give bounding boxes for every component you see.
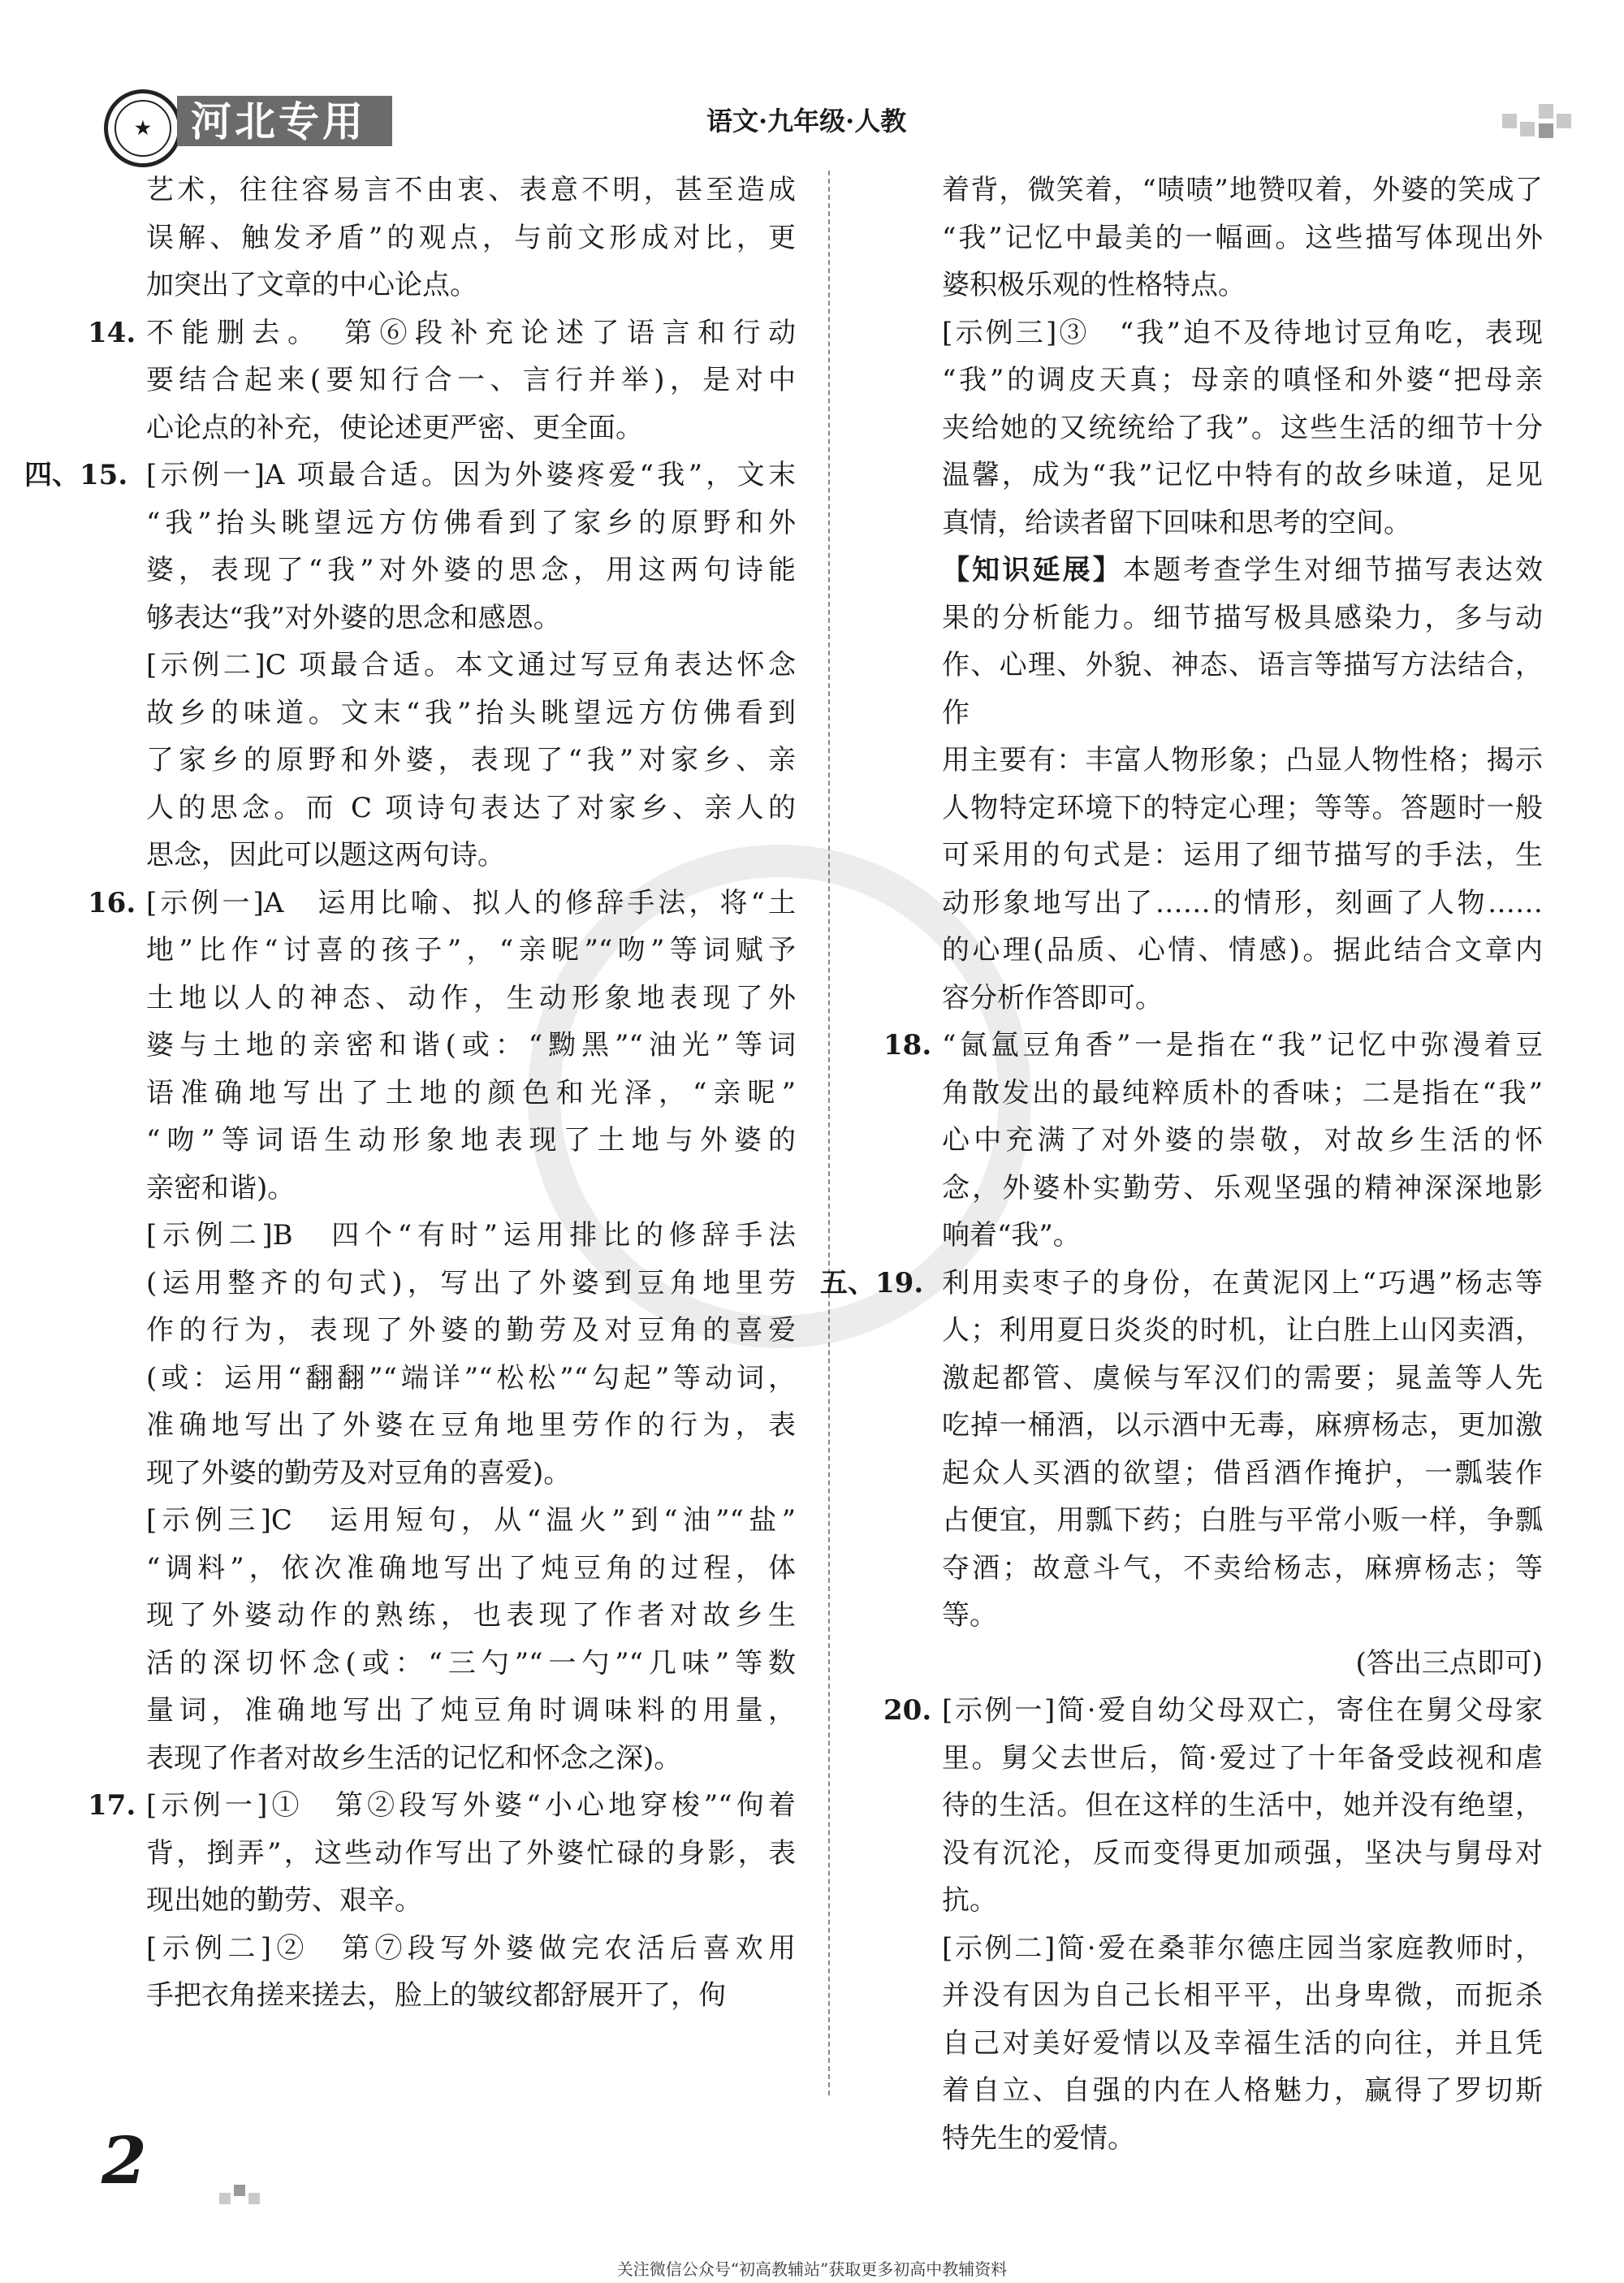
text-line-content: 土地以人的神态、动作，生动形象地表现了外: [146, 981, 796, 1014]
text-line: [942, 1830, 1543, 1925]
page-number: 2: [102, 2122, 147, 2199]
text-line: [942, 404, 1543, 452]
text-line: [942, 166, 1543, 214]
text-line-content: 够表达“我”对外婆的思念和感恩。: [146, 601, 561, 634]
text-line-content: [示例二]C 项最合适。本文通过写豆角表达怀念: [146, 649, 796, 681]
text-line-content: (或：运用“翻翻”“端详”“松松”“勾起”等动词，: [146, 1361, 796, 1394]
text-line: [146, 499, 796, 547]
answer-block: [24, 452, 796, 642]
text-line: [942, 1782, 1543, 1830]
text-line-content: 加突出了文章的中心论点。: [146, 269, 477, 301]
text-line: [146, 690, 796, 737]
text-line: [942, 737, 1543, 785]
text-line: [942, 1497, 1543, 1545]
text-line: [146, 1497, 796, 1545]
text-line-content: [示例三]C 运用短句，从“温火”到“油”“盐”: [146, 1504, 796, 1537]
text-line-content: 地”比作“讨喜的孩子”，“亲昵”“吻”等词赋予: [146, 934, 796, 966]
text-line-content: 心中充满了对外婆的崇敬，对故乡生活的怀: [942, 1124, 1543, 1157]
text-line: [146, 595, 796, 642]
text-line-content: 现了外婆动作的熟练，也表现了作者对故乡生: [146, 1599, 796, 1632]
text-line: [942, 2020, 1543, 2068]
text-line: [146, 1592, 796, 1640]
text-line: [146, 1687, 796, 1735]
text-line: [942, 785, 1543, 832]
text-line-content: “我”记忆中最美的一幅画。这些描写体现出外: [942, 221, 1543, 254]
text-line: [146, 214, 796, 262]
text-line-content: 人的思念。而 C 项诗句表达了对家乡、亲人的: [146, 791, 796, 824]
footer-note: 关注微信公众号“初高教辅站”获取更多初高中教辅资料: [616, 2259, 1008, 2279]
text-line: [146, 1165, 796, 1213]
text-line-content: “氤氲豆角香”一是指在“我”记忆中弥漫着豆: [942, 1029, 1543, 1062]
answer-block: [942, 547, 1543, 1022]
text-line-content: 温馨，成为“我”记忆中特有的故乡味道，足见: [942, 459, 1543, 491]
text-line-content: 夺酒；故意斗气，不卖给杨志，麻痹杨志；等等。: [942, 1551, 1543, 1632]
publisher-logo: [104, 89, 182, 167]
subject-title: 语文·九年级·人教: [706, 106, 907, 136]
text-line: [942, 1925, 1543, 1973]
text-line: [942, 975, 1543, 1023]
question-number: 16.: [88, 886, 136, 919]
answer-block: [942, 166, 1543, 309]
text-line-content: [示例一]A 运用比喻、拟人的修辞手法，将“土: [146, 886, 796, 919]
text-line: [146, 832, 796, 880]
question-number: 五、19.: [820, 1266, 924, 1299]
answer-note: (答出三点即可): [1355, 1646, 1543, 1680]
question-number: 四、15.: [24, 459, 128, 491]
text-line-content: 现出她的勤劳、艰辛。: [146, 1884, 422, 1917]
column-divider: [828, 171, 830, 2095]
text-line-content: 容分析作答即可。: [942, 981, 1163, 1014]
text-line-content: 人；利用夏日炎炎的时机，让白胜上山冈卖酒，: [942, 1314, 1543, 1347]
answer-block: [883, 1687, 1543, 1925]
text-line: [942, 1165, 1543, 1213]
text-line: [942, 1355, 1543, 1403]
text-line: [146, 309, 796, 357]
text-line: [146, 1972, 796, 2020]
right-column: [820, 166, 1544, 2162]
decor-square: [1520, 122, 1535, 136]
text-line: [146, 975, 796, 1023]
question-number: 14.: [88, 316, 136, 349]
text-line-content: 思念，因此可以题这两句诗。: [146, 839, 505, 871]
text-line-content: 里。舅父去世后，简·爱过了十年备受歧视和虐: [942, 1741, 1543, 1775]
text-line: [942, 214, 1543, 262]
text-line-content: 婆与土地的亲密和谐(或：“黝黑”“油光”等词: [146, 1029, 796, 1062]
text-line: [942, 547, 1543, 595]
decor-square: [219, 2193, 231, 2204]
text-line: [146, 880, 796, 927]
text-line-content: 角散发出的最纯粹质朴的香味；二是指在“我”: [942, 1076, 1543, 1109]
text-line: [942, 832, 1543, 880]
answer-block: [146, 642, 796, 880]
text-line-content: [示例一]简·爱自幼父母双亡，寄住在舅父母家: [942, 1694, 1543, 1727]
knowledge-tag: 【知识延展】: [942, 554, 1123, 586]
answer-block: [146, 1497, 796, 1782]
text-line: [942, 499, 1543, 547]
text-line: [942, 452, 1543, 499]
text-line-content: 特先生的爱情。: [942, 2121, 1135, 2155]
text-line: [942, 1972, 1543, 2020]
answer-block: [88, 880, 796, 1213]
text-line-content: 动形象地写出了……的情形，刻画了人物……: [942, 886, 1543, 919]
text-line: [146, 1117, 796, 1165]
text-line-content: 响着“我”。: [942, 1219, 1081, 1252]
decor-square: [234, 2185, 245, 2196]
decor-square: [1539, 104, 1553, 119]
text-line-content: 作的行为，表现了外婆的勤劳及对豆角的喜爱: [146, 1314, 796, 1347]
text-line-content: 活的深切怀念(或：“三勺”“一勺”“几味”等数: [146, 1646, 796, 1680]
text-line: [146, 262, 796, 309]
region-label: 河北专用: [191, 97, 366, 145]
text-line-content: [示例二]简·爱在桑菲尔德庄园当家庭教师时，: [942, 1931, 1543, 1965]
decor-square: [1539, 123, 1553, 138]
text-line: [146, 357, 796, 404]
text-line-content: 自己对美好爱情以及幸福生活的向往，并且凭: [942, 2026, 1543, 2060]
answer-block: [942, 1925, 1543, 2163]
text-line: [146, 1450, 796, 1498]
text-line-content: [示例一]① 第②段写外婆“小心地穿梭”“佝着: [146, 1789, 796, 1822]
text-line-content: 着自立、自强的内在人格魅力，赢得了罗切斯: [942, 2074, 1543, 2107]
text-line: [146, 1402, 796, 1450]
text-line: [146, 1735, 796, 1783]
text-line: [942, 1212, 1543, 1260]
text-line: [146, 452, 796, 499]
text-line-content: 了家乡的原野和外婆，表现了“我”对家乡、亲: [146, 744, 796, 776]
answer-block: [146, 1212, 796, 1497]
question-number: 20.: [883, 1694, 932, 1727]
text-line: [146, 1545, 796, 1593]
text-line: [146, 1640, 796, 1688]
text-line: [146, 1070, 796, 1118]
text-line-content: [示例一]A 项最合适。因为外婆疼爱“我”，文末: [146, 459, 796, 491]
text-line-content: [示例二]B 四个“有时”运用排比的修辞手法: [146, 1219, 796, 1252]
text-line-content: 语准确地写出了土地的颜色和光泽，“亲昵”: [146, 1076, 796, 1109]
text-line-content: 吃掉一桶酒，以示酒中无毒，麻痹杨志，更加激: [942, 1409, 1543, 1442]
text-line: [146, 1877, 796, 1925]
text-line-content: 婆，表现了“我”对外婆的思念，用这两句诗能: [146, 554, 796, 586]
question-number: 18.: [883, 1029, 932, 1062]
text-line: [942, 1070, 1543, 1118]
text-line-content: 背，捯弄”，这些动作写出了外婆忙碌的身影，表: [146, 1836, 796, 1870]
text-line: [146, 1830, 796, 1878]
text-line-content: “我”抬头眺望远方仿佛看到了家乡的原野和外: [146, 506, 796, 539]
text-line: [942, 642, 1543, 737]
text-line: [146, 404, 796, 452]
decor-square: [1557, 114, 1571, 128]
text-line: [146, 642, 796, 690]
text-line: [942, 1022, 1543, 1070]
text-line-content: 准确地写出了外婆在豆角地里劳作的行为，表: [146, 1409, 796, 1442]
text-line-content: 真情，给读者留下回味和思考的空间。: [942, 506, 1411, 539]
answer-block: [883, 1022, 1543, 1260]
answer-block: [820, 1260, 1543, 1640]
text-line-content: [示例三]③ “我”迫不及待地讨豆角吃，表现: [942, 316, 1543, 349]
decor-square: [248, 2193, 260, 2204]
question-number: 17.: [88, 1789, 136, 1822]
text-line-content: 夹给她的又统统给了我”。这些生活的细节十分: [942, 411, 1543, 444]
text-line-content: 手把衣角搓来搓去，脸上的皱纹都舒展开了，佝: [146, 1979, 726, 2012]
text-line: [942, 1545, 1543, 1640]
text-line-content: 亲密和谐)。: [146, 1171, 296, 1204]
text-line-content: “吻”等词语生动形象地表现了土地与外婆的: [146, 1124, 796, 1157]
text-line: [942, 1687, 1543, 1735]
text-line-content: 利用卖枣子的身份，在黄泥冈上“巧遇”杨志等: [942, 1266, 1543, 1299]
text-line-content: 的心理(品质、心情、情感)。据此结合文章内: [942, 934, 1543, 966]
text-line: [146, 1022, 796, 1070]
text-line-content: 要结合起来(要知行合一、言行并举)，是对中: [146, 364, 796, 396]
text-line-content: 心论点的补充，使论述更严密、更全面。: [146, 411, 643, 444]
text-line-content: 没有沉沦，反而变得更加顽强，坚决与舅母对抗。: [942, 1836, 1543, 1917]
text-line-content: “我”的调皮天真；母亲的嗔怪和外婆“把母亲: [942, 364, 1543, 396]
text-line: [146, 166, 796, 214]
text-line-content: 人物特定环境下的特定心理；等等。答题时一般: [942, 791, 1543, 824]
answer-block: [88, 309, 796, 452]
answer-block: [942, 309, 1543, 547]
text-line: [942, 2115, 1543, 2163]
text-line-content: 作、心理、外貌、神态、语言等描写方法结合，作: [942, 649, 1543, 729]
text-line-content: 表现了作者对故乡生活的记忆和怀念之深)。: [146, 1741, 682, 1775]
text-line-content: 误解、触发矛盾”的观点，与前文形成对比，更: [146, 221, 796, 254]
text-line-content: 果的分析能力。细节描写极具感染力，多与动: [942, 601, 1543, 634]
text-line: [146, 785, 796, 832]
text-line-content: 婆积极乐观的性格特点。: [942, 269, 1246, 301]
text-line: [942, 1402, 1543, 1450]
text-line: [942, 927, 1543, 975]
answer-block: [146, 166, 796, 309]
text-line: [146, 1782, 796, 1830]
text-line-content: 艺术，往往容易言不由衷、表意不明，甚至造成: [146, 174, 796, 206]
text-line: [942, 309, 1543, 357]
text-line-content: 激起都管、虞候与军汉们的需要；晁盖等人先: [942, 1361, 1543, 1394]
text-line: [942, 595, 1543, 642]
text-line: [942, 1450, 1543, 1498]
text-line-content: 故乡的味道。文末“我”抬头眺望远方仿佛看到: [146, 696, 796, 729]
text-line-content: (运用整齐的句式)，写出了外婆到豆角地里劳: [146, 1266, 796, 1299]
text-line-content: 念，外婆朴实勤劳、乐观坚强的精神深深地影: [942, 1171, 1543, 1204]
text-line-content: 起众人买酒的欲望；借舀酒作掩护，一瓢装作: [942, 1456, 1543, 1490]
answer-block: [146, 1925, 796, 2020]
text-line-content: “调料”，依次准确地写出了炖豆角的过程，体: [146, 1551, 796, 1585]
text-line-content: 量词，准确地写出了炖豆角时调味料的用量，: [146, 1694, 796, 1727]
text-line: [942, 2067, 1543, 2115]
text-line-content: 占便宜，用瓢下药；白胜与平常小贩一样，争瓢: [942, 1504, 1543, 1537]
text-line: [942, 880, 1543, 927]
text-line: [146, 1212, 796, 1260]
answer-block: [88, 1782, 796, 1925]
text-line: [146, 1355, 796, 1403]
text-line: [942, 357, 1543, 404]
text-line: [146, 737, 796, 785]
text-line-content: 本题考查学生对细节描写表达效: [1122, 554, 1544, 586]
text-line: [146, 547, 796, 595]
text-line-content: 可采用的句式是：运用了细节描写的手法，生: [942, 839, 1543, 871]
left-column: [24, 166, 796, 2020]
text-line: [942, 1307, 1543, 1355]
text-line-content: [示例二]② 第⑦段写外婆做完农活后喜欢用: [146, 1931, 796, 1965]
text-line-content: 并没有因为自己长相平平，出身卑微，而扼杀: [942, 1979, 1543, 2012]
text-line: [146, 1260, 796, 1308]
text-line: [942, 262, 1543, 309]
text-line: [942, 1735, 1543, 1783]
text-line-content: 不能删去。 第⑥段补充论述了语言和行动: [146, 316, 796, 349]
text-line: [146, 1307, 796, 1355]
decor-square: [1502, 114, 1517, 128]
text-line-content: 着背，微笑着，“啧啧”地赞叹着，外婆的笑成了: [942, 174, 1543, 206]
text-line: [146, 1925, 796, 1973]
text-line: [942, 1260, 1543, 1308]
text-line-content: 现了外婆的勤劳及对豆角的喜爱)。: [146, 1456, 572, 1490]
text-line-content: 待的生活。但在这样的生活中，她并没有绝望，: [942, 1789, 1543, 1822]
answer-block: [942, 1640, 1543, 1688]
text-line: [942, 1117, 1543, 1165]
text-line: [146, 927, 796, 975]
text-line-content: 用主要有：丰富人物形象；凸显人物性格；揭示: [942, 744, 1543, 776]
page-header: [0, 0, 1624, 162]
logo-mark-icon: ★: [114, 100, 171, 157]
